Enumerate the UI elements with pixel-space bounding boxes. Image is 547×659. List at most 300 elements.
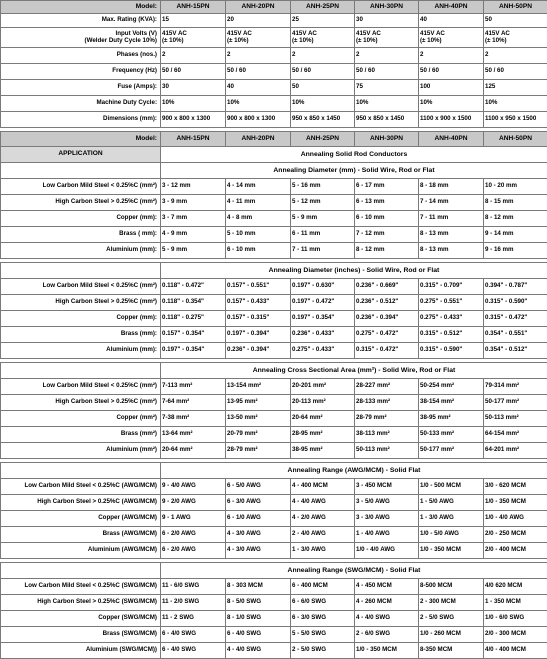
section-title-row [1,163,547,179]
section-title-spacer [1,263,161,279]
spec-label-line: Fuse (Amps): [2,84,157,91]
spec-value [161,112,226,128]
range-value: 0.236" - 0.669" [355,279,419,295]
range-value: 28-133 mm² [355,395,419,411]
spec-value-line: 950 x 850 x 1450 [356,116,417,123]
spec-value-line: 50 [485,17,546,24]
data-row [1,479,547,495]
spec-value [419,64,484,80]
spec-value [226,80,291,96]
range-value: 6 - 10 mm [226,243,291,259]
spec-value-line: 10% [485,100,546,107]
spec-value [419,48,484,64]
material-label: Copper (mm): [1,311,161,327]
range-value: 4 - 400 MCM [291,479,355,495]
range-value: 1 - 3/0 AWG [419,511,484,527]
range-value: 4 - 4/0 AWG [291,495,355,511]
range-value: 0.315" - 0.472" [355,343,419,359]
spec-value-line: 10% [292,100,353,107]
spec-value [484,48,547,64]
section-title-row [1,563,547,579]
spec-value [161,28,226,48]
spec-value-line: 10% [227,100,289,107]
range-value: 28-95 mm² [291,427,355,443]
range-value: 5 - 16 mm [291,179,355,195]
spec-row [1,48,547,64]
spec-value [355,112,419,128]
range-value: 7-64 mm² [161,395,226,411]
range-value: 50-133 mm² [419,427,484,443]
range-value: 4/0 - 400 MCM [484,643,547,659]
range-value: 79-314 mm² [484,379,547,395]
range-value: 0.157" - 0.551" [226,279,291,295]
model-name-header: ANH-25PN [291,132,355,147]
range-value: 2 - 5/0 SWG [291,643,355,659]
spec-row [1,14,547,28]
spec-value-line: 900 x 800 x 1300 [162,116,224,123]
spec-label-line: (Welder Duty Cycle 10%) [2,38,157,45]
spec-label-line: Max. Rating (KVA): [2,17,157,24]
spec-value [419,112,484,128]
data-row [1,411,547,427]
range-value: 4 - 3/0 AWG [226,543,291,559]
spec-value-line: 1100 x 900 x 1500 [420,116,482,123]
range-value: 4 - 450 MCM [355,579,419,595]
material-label: Low Carbon Mild Steel < 0.25%C (mm²) [1,179,161,195]
spec-value-line: 415V AC [162,31,224,38]
range-value: 6 - 17 mm [355,179,419,195]
range-value: 6 - 4/0 SWG [161,643,226,659]
range-value: 6 - 4/0 SWG [226,627,291,643]
range-value: 9 - 14 mm [484,227,547,243]
material-label: Brass (mm): [1,327,161,343]
range-value: 4 - 2/0 AWG [291,511,355,527]
data-row [1,595,547,611]
range-value: 0.275" - 0.551" [419,295,484,311]
range-value: 0.197" - 0.354" [161,343,226,359]
range-value: 0.157" - 0.315" [226,311,291,327]
material-label: Low Carbon Mild Steel < 0.25%C (mm²) [1,279,161,295]
section-title-spacer [1,163,161,179]
range-value: 8 - 18 mm [419,179,484,195]
model-name-header: ANH-40PN [419,132,484,147]
range-value: 6 - 2/0 AWG [161,543,226,559]
model-name-header: ANH-30PN [355,132,419,147]
data-row [1,243,547,259]
range-value: 13-64 mm² [161,427,226,443]
spec-value [226,28,291,48]
spec-value-line: 15 [162,17,224,24]
range-value: 50-254 mm² [419,379,484,395]
spec-value-line: 10% [162,100,224,107]
spec-row [1,112,547,128]
data-row [1,543,547,559]
range-value: 28-79 mm² [226,443,291,459]
range-value: 10 - 20 mm [484,179,547,195]
spec-value [484,14,547,28]
range-value: 0.118" - 0.354" [161,295,226,311]
range-value: 6 - 11 mm [291,227,355,243]
range-value: 7-38 mm² [161,411,226,427]
data-row [1,195,547,211]
spec-row [1,80,547,96]
data-row [1,627,547,643]
section-title-spacer [1,463,161,479]
spec-value [226,96,291,112]
range-value: 0.275" - 0.472" [355,327,419,343]
range-value: 8 - 5/0 SWG [226,595,291,611]
range-value: 7 - 11 mm [419,211,484,227]
range-value: 1/0 - 5/0 AWG [419,527,484,543]
spec-value [484,28,547,48]
range-value: 7 - 11 mm [291,243,355,259]
model-header-label: Model: [1,1,161,14]
range-value: 0.354" - 0.512" [484,343,547,359]
spec-value-line: 40 [227,84,289,91]
spec-value [355,28,419,48]
range-value: 0.197" - 0.354" [291,311,355,327]
spec-value [226,112,291,128]
range-value: 6 - 10 mm [355,211,419,227]
spec-value-line: 415V AC [227,31,289,38]
range-value: 20-64 mm² [161,443,226,459]
spec-value-line: (± 10%) [485,38,546,45]
range-value: 1/0 - 350 MCM [355,643,419,659]
material-label: Low Carbon Mild Steel < 0.25%C (SWG/MCM) [1,579,161,595]
range-value: 7 - 12 mm [355,227,419,243]
material-label: Aluminium (mm): [1,343,161,359]
range-value: 0.315" - 0.590" [484,295,547,311]
material-label: Low Carbon Mild Steel < 0.25%C (mm²) [1,379,161,395]
data-row [1,211,547,227]
range-value: 7 - 14 mm [419,195,484,211]
spec-value [419,80,484,96]
spec-value-line: 415V AC [420,31,482,38]
spec-label [1,64,161,80]
range-value: 5 - 9 mm [161,243,226,259]
spec-value [161,48,226,64]
spec-value [419,96,484,112]
spec-label-line: Frequency (Hz) [2,68,157,75]
spec-row [1,64,547,80]
spec-value-line: 2 [227,52,289,59]
spec-label [1,112,161,128]
model-name-header: ANH-15PN [161,132,226,147]
spec-value-line: 50 / 60 [292,68,353,75]
range-value: 0.315" - 0.512" [419,327,484,343]
spec-value [226,48,291,64]
spec-label-line: Phases (nos.) [2,52,157,59]
spec-row [1,28,547,48]
spec-value-line: 125 [485,84,546,91]
data-row [1,527,547,543]
spec-value [161,64,226,80]
range-value: 1/0 - 260 MCM [419,627,484,643]
model-header-label: Model: [1,132,161,147]
data-row [1,379,547,395]
range-value: 0.197" - 0.394" [226,327,291,343]
material-label: High Carbon Steel > 0.25%C (mm²) [1,195,161,211]
model-name-header: ANH-50PN [484,1,547,14]
spec-value-line: 50 / 60 [162,68,224,75]
range-value: 0.275" - 0.433" [291,343,355,359]
spec-label [1,14,161,28]
spec-value-line: (± 10%) [420,38,482,45]
material-label: Aluminium (AWG/MCM) [1,543,161,559]
range-value: 13-154 mm² [226,379,291,395]
range-value: 13-50 mm² [226,411,291,427]
spec-value [291,64,355,80]
spec-value [484,80,547,96]
spec-value-line: 2 [485,52,546,59]
spec-value [161,14,226,28]
data-row [1,179,547,195]
range-value: 3/0 - 620 MCM [484,479,547,495]
section-title: Annealing Range (AWG/MCM) - Solid Flat [161,463,547,479]
range-value: 50-177 mm² [484,395,547,411]
spec-value-line: 415V AC [356,31,417,38]
spec-value-line: (± 10%) [356,38,417,45]
range-value: 1 - 5/0 AWG [419,495,484,511]
range-value: 8 - 12 mm [355,243,419,259]
range-value: 2/0 - 300 MCM [484,627,547,643]
table-body [1,1,547,659]
range-value: 3 - 9 mm [161,195,226,211]
range-value: 6 - 3/0 SWG [291,611,355,627]
spec-value [355,96,419,112]
range-value: 28-79 mm² [355,411,419,427]
range-value: 1/0 - 4/0 AWG [355,543,419,559]
material-label: Brass (AWG/MCM) [1,527,161,543]
material-label: Copper (AWG/MCM) [1,511,161,527]
spec-value [484,96,547,112]
section-title-spacer [1,563,161,579]
spec-value-line: 75 [356,84,417,91]
range-value: 0.197" - 0.630" [291,279,355,295]
range-value: 8 - 15 mm [484,195,547,211]
range-value: 4 - 14 mm [226,179,291,195]
material-label: Brass (mm²) [1,427,161,443]
range-value: 0.118" - 0.472" [161,279,226,295]
section-title: Annealing Range (SWG/MCM) - Solid Flat [161,563,547,579]
range-value: 4 - 8 mm [226,211,291,227]
material-label: High Carbon Steel > 0.25%C (mm²) [1,295,161,311]
material-label: Copper (mm²) [1,411,161,427]
model-name-header: ANH-20PN [226,1,291,14]
range-value: 38-113 mm² [355,427,419,443]
range-value: 20-79 mm² [226,427,291,443]
range-value: 6 - 2/0 AWG [161,527,226,543]
section-title-row [1,463,547,479]
range-value: 1 - 350 MCM [484,595,547,611]
material-label: Aluminium (SWG/MCM)) [1,643,161,659]
spec-value-line: 415V AC [485,31,546,38]
spec-value-line: (± 10%) [162,38,224,45]
range-value: 1/0 - 350 MCM [419,543,484,559]
range-value: 11 - 2/0 SWG [161,595,226,611]
spec-label-line: Dimensions (mm): [2,116,157,123]
range-value: 38-95 mm² [291,443,355,459]
range-value: 0.197" - 0.472" [291,295,355,311]
range-value: 3 - 12 mm [161,179,226,195]
spec-value [291,112,355,128]
data-row [1,343,547,359]
spec-label-line: Machine Duty Cycle: [2,100,157,107]
range-value: 11 - 6/0 SWG [161,579,226,595]
spec-label [1,48,161,64]
range-value: 7-113 mm² [161,379,226,395]
data-row [1,443,547,459]
spec-value-line: 2 [420,52,482,59]
spec-value-line: 50 / 60 [227,68,289,75]
model-header-row [1,132,547,147]
spec-value-line: 950 x 850 x 1450 [292,116,353,123]
range-value: 1 - 3/0 AWG [291,543,355,559]
spec-value-line: 50 / 60 [485,68,546,75]
range-value: 4 - 4/0 SWG [226,643,291,659]
range-value: 2/0 - 400 MCM [484,543,547,559]
range-value: 20-64 mm² [291,411,355,427]
spec-value-line: 30 [356,17,417,24]
range-value: 2 - 5/0 SWG [419,611,484,627]
data-row [1,579,547,595]
section-title-row [1,363,547,379]
spec-value-line: 30 [162,84,224,91]
range-value: 20-201 mm² [291,379,355,395]
spec-value-line: 50 / 60 [356,68,417,75]
range-value: 6 - 4/0 SWG [161,627,226,643]
range-value: 1/0 - 500 MCM [419,479,484,495]
model-header-row [1,1,547,14]
spec-row [1,96,547,112]
spec-value-line: 20 [227,17,289,24]
range-value: 8 - 1/0 SWG [226,611,291,627]
data-row [1,611,547,627]
spec-value [419,28,484,48]
range-value: 1 - 4/0 AWG [355,527,419,543]
data-row [1,311,547,327]
range-value: 20-113 mm² [291,395,355,411]
range-value: 1/0 - 4/0 AWG [484,511,547,527]
model-name-header: ANH-20PN [226,132,291,147]
range-value: 50-177 mm² [419,443,484,459]
data-row [1,227,547,243]
range-value: 50-113 mm² [355,443,419,459]
range-value: 8 - 303 MCM [226,579,291,595]
spec-value-line: 50 / 60 [420,68,482,75]
range-value: 4 - 9 mm [161,227,226,243]
range-value: 6 - 1/0 AWG [226,511,291,527]
material-label: High Carbon Steel > 0.25%C (AWG/MCM) [1,495,161,511]
range-value: 4 - 260 MCM [355,595,419,611]
model-name-header: ANH-25PN [291,1,355,14]
material-label: Copper (mm): [1,211,161,227]
range-value: 4 - 4/0 SWG [355,611,419,627]
model-name-header: ANH-40PN [419,1,484,14]
spec-value [161,96,226,112]
range-value: 9 - 4/0 AWG [161,479,226,495]
data-row [1,511,547,527]
spec-value-line: 2 [356,52,417,59]
spec-value-line: 1100 x 950 x 1500 [485,116,546,123]
range-value: 5 - 5/0 SWG [291,627,355,643]
spec-label-line: Input Volts (V) [2,31,157,38]
range-value: 3 - 5/0 AWG [355,495,419,511]
range-value: 8-500 MCM [419,579,484,595]
spec-value [291,80,355,96]
range-value: 6 - 6/0 SWG [291,595,355,611]
spec-value [419,14,484,28]
spec-value-line: 2 [162,52,224,59]
spec-value [161,80,226,96]
range-value: 0.354" - 0.551" [484,327,547,343]
data-row [1,295,547,311]
spec-value [355,64,419,80]
data-row [1,495,547,511]
range-value: 9 - 1 AWG [161,511,226,527]
range-value: 8 - 12 mm [484,211,547,227]
spec-value-line: (± 10%) [227,38,289,45]
range-value: 6 - 5/0 AWG [226,479,291,495]
spec-label [1,80,161,96]
spec-value-line: 25 [292,17,353,24]
range-value: 6 - 13 mm [355,195,419,211]
range-value: 0.315" - 0.590" [419,343,484,359]
spec-label [1,28,161,48]
spec-value [226,14,291,28]
range-value: 5 - 9 mm [291,211,355,227]
section-title: Annealing Diameter (inches) - Solid Wire, Rod or Flat [161,263,547,279]
spec-value [355,80,419,96]
range-value: 0.157" - 0.354" [161,327,226,343]
range-value: 11 - 2 SWG [161,611,226,627]
material-label: Aluminium (mm²) [1,443,161,459]
section-title-row [1,263,547,279]
range-value: 6 - 3/0 AWG [226,495,291,511]
range-value: 6 - 400 MCM [291,579,355,595]
spec-value [355,48,419,64]
range-value: 0.118" - 0.275" [161,311,226,327]
range-value: 2 - 300 MCM [419,595,484,611]
spec-value [226,64,291,80]
range-value: 1/0 - 350 MCM [484,495,547,511]
spec-value-line: 50 [292,84,353,91]
spec-value [291,96,355,112]
section-title: Annealing Cross Sectional Area (mm²) - Solid Wire, Rod or Flat [161,363,547,379]
section-title: Annealing Diameter (mm) - Solid Wire, Rod or Flat [161,163,547,179]
range-value: 1/0 - 6/0 SWG [484,611,547,627]
range-value: 4 - 11 mm [226,195,291,211]
range-value: 38-95 mm² [419,411,484,427]
range-value: 0.394" - 0.787" [484,279,547,295]
range-value: 3 - 3/0 AWG [355,511,419,527]
application-label: APPLICATION [1,147,161,163]
range-value: 9 - 2/0 AWG [161,495,226,511]
range-value: 4 - 3/0 AWG [226,527,291,543]
spec-value-line: 100 [420,84,482,91]
range-value: 0.236" - 0.433" [291,327,355,343]
application-title: Annealing Solid Rod Conductors [161,147,547,163]
range-value: 13-95 mm² [226,395,291,411]
spec-value [291,14,355,28]
range-value: 0.315" - 0.472" [484,311,547,327]
material-label: Brass (SWG/MCM) [1,627,161,643]
range-value: 38-154 mm² [419,395,484,411]
material-label: Aluminium (mm): [1,243,161,259]
range-value: 28-227 mm² [355,379,419,395]
spec-value [484,112,547,128]
data-row [1,427,547,443]
